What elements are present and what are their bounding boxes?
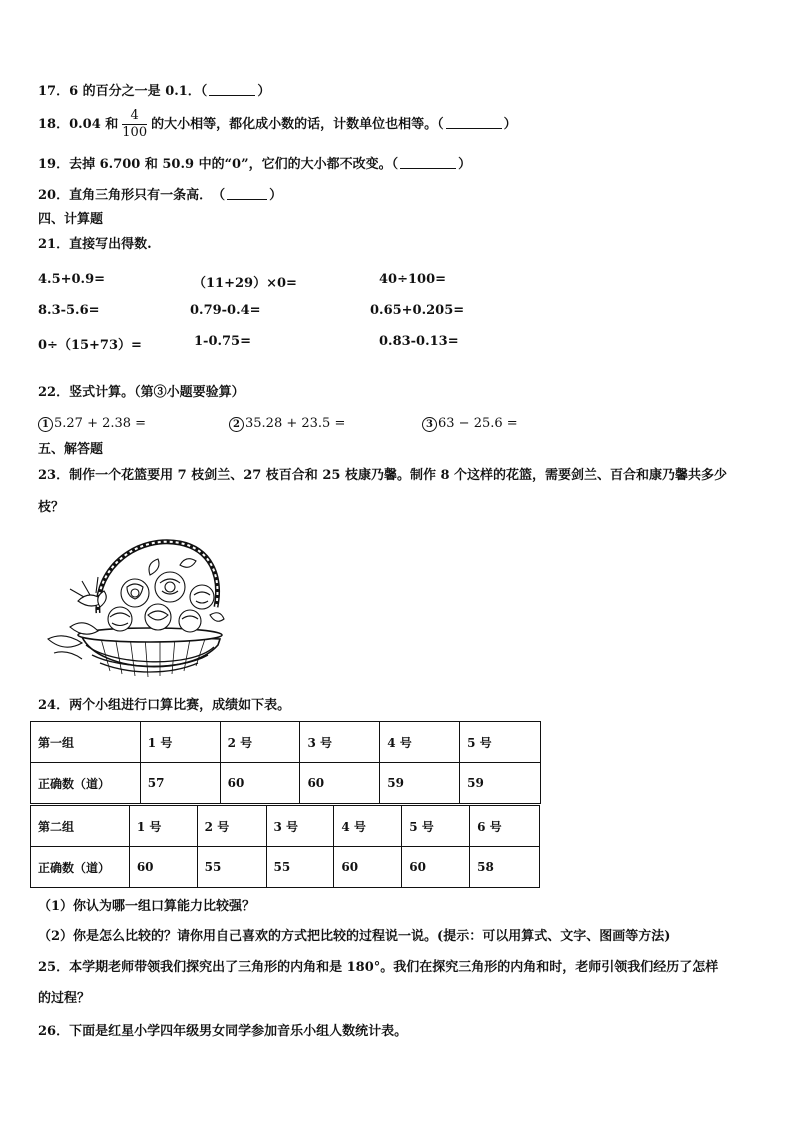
question-19-text: 19．去掉 6.700 和 50.9 中的“0”，它们的大小都不改变。（ <box>38 157 399 172</box>
question-22-title <box>38 385 245 401</box>
question-20 <box>38 187 282 204</box>
score-table-group-1 <box>30 721 541 804</box>
table-cell: 2 号 <box>220 722 300 763</box>
fraction-numerator: 4 <box>122 108 147 125</box>
section-heading-word-problems: 五、解答题 <box>38 442 104 457</box>
calc-item-4: 8.3-5.6= <box>38 303 100 318</box>
table-cell: 3 号 <box>266 806 334 847</box>
fraction-denominator: 100 <box>122 125 148 140</box>
table-cell: 58 <box>470 847 540 888</box>
question-25-line1: 25．本学期老师带领我们探究出了三角形的内角和是 180°。我们在探究三角形的内角和时，老师引领我们经历了怎样 <box>38 960 719 975</box>
question-26: 26．下面是红星小学四年级男女同学参加音乐小组人数统计表。 <box>38 1024 408 1039</box>
paren-close: ） <box>269 188 283 203</box>
answer-blank-17[interactable] <box>209 83 255 96</box>
calc-item-7: 0÷（15+73）= <box>38 338 142 353</box>
table-cell: 60 <box>300 763 380 804</box>
table-cell: 正确数（道） <box>31 763 141 804</box>
circled-number-icon: 2 <box>229 417 244 432</box>
table-cell: 5 号 <box>402 806 470 847</box>
table-row <box>31 763 541 804</box>
vertical-calc-1 <box>38 416 146 432</box>
calc-item-9: 0.83-0.13= <box>379 334 459 349</box>
question-18 <box>38 108 517 142</box>
answer-blank-19[interactable] <box>400 156 456 169</box>
calc-item-3: 40÷100= <box>379 272 447 287</box>
table-row <box>31 806 540 847</box>
question-18-pre: 18．0.04 和 <box>38 117 119 132</box>
calc-item-2: （11+29）×0= <box>193 276 297 291</box>
question-17-text: 17．6 的百分之一是 0.1．（ <box>38 84 208 99</box>
question-17 <box>38 83 270 100</box>
question-18-post: 的大小相等，都化成小数的话，计数单位也相等。（ <box>151 117 444 132</box>
vertical-calc-3 <box>422 416 518 432</box>
table-cell: 第一组 <box>31 722 141 763</box>
paren-close: ） <box>458 157 472 172</box>
table-cell: 59 <box>460 763 541 804</box>
question-24-sub2: （2）你是怎么比较的？请你用自己喜欢的方式把比较的过程说一说。(提示：可以用算式、文字、图画等方法) <box>38 929 671 944</box>
paren-close: ） <box>257 84 271 99</box>
table-cell: 4 号 <box>380 722 460 763</box>
table-cell: 60 <box>220 763 300 804</box>
vertical-calc-3-expr: 63 − 25.6 = <box>438 416 518 431</box>
fraction-4-100 <box>122 108 147 141</box>
table-cell: 2 号 <box>197 806 266 847</box>
table-cell: 正确数（道） <box>31 847 130 888</box>
vertical-calc-1-expr: 5.27 + 2.38 = <box>54 416 147 431</box>
section-heading-calculation: 四、计算题 <box>38 212 104 227</box>
table-cell: 60 <box>334 847 402 888</box>
table-cell: 3 号 <box>300 722 380 763</box>
question-24-title: 24．两个小组进行口算比赛，成绩如下表。 <box>38 698 291 713</box>
paren-close: ） <box>503 117 517 132</box>
question-21-title: 21．直接写出得数. <box>38 237 152 252</box>
question-19 <box>38 156 471 173</box>
table-cell: 55 <box>197 847 266 888</box>
circled-number-icon: 1 <box>38 417 53 432</box>
table-row <box>31 722 541 763</box>
table-cell: 5 号 <box>460 722 541 763</box>
question-22-title-pre: 22．竖式计算。（第 <box>38 385 154 400</box>
question-22-title-post: 小题要验算） <box>166 385 245 400</box>
question-23-line1: 23．制作一个花篮要用 7 枝剑兰、27 枝百合和 25 枝康乃馨。制作 8 个这样的花篮，需要剑兰、百合和康乃馨共多少 <box>38 468 728 483</box>
vertical-calc-2 <box>229 416 345 432</box>
table-cell: 6 号 <box>470 806 540 847</box>
answer-blank-18[interactable] <box>446 116 502 129</box>
table-cell: 55 <box>266 847 334 888</box>
table-cell: 第二组 <box>31 806 130 847</box>
vertical-calc-2-expr: 35.28 + 23.5 = <box>245 416 346 431</box>
table-cell: 1 号 <box>129 806 197 847</box>
flower-basket-image <box>40 535 230 683</box>
score-table-group-2 <box>30 805 540 888</box>
calc-item-5: 0.79-0.4= <box>190 303 261 318</box>
table-cell: 57 <box>140 763 220 804</box>
question-23-line2: 枝？ <box>38 500 65 515</box>
question-25-line2: 的过程？ <box>38 991 91 1006</box>
calc-item-6: 0.65+0.205= <box>370 303 465 318</box>
question-20-text: 20．直角三角形只有一条高． （ <box>38 188 226 203</box>
calc-item-8: 1-0.75= <box>194 334 251 349</box>
circled-number-icon: 3 <box>422 417 437 432</box>
table-cell: 1 号 <box>140 722 220 763</box>
circled-number-3: ③ <box>153 385 167 400</box>
answer-blank-20[interactable] <box>227 187 267 200</box>
table-cell: 59 <box>380 763 460 804</box>
table-row <box>31 847 540 888</box>
table-cell: 4 号 <box>334 806 402 847</box>
calc-item-1: 4.5+0.9= <box>38 272 106 287</box>
table-cell: 60 <box>129 847 197 888</box>
table-cell: 60 <box>402 847 470 888</box>
question-24-sub1: （1）你认为哪一组口算能力比较强？ <box>38 899 256 914</box>
